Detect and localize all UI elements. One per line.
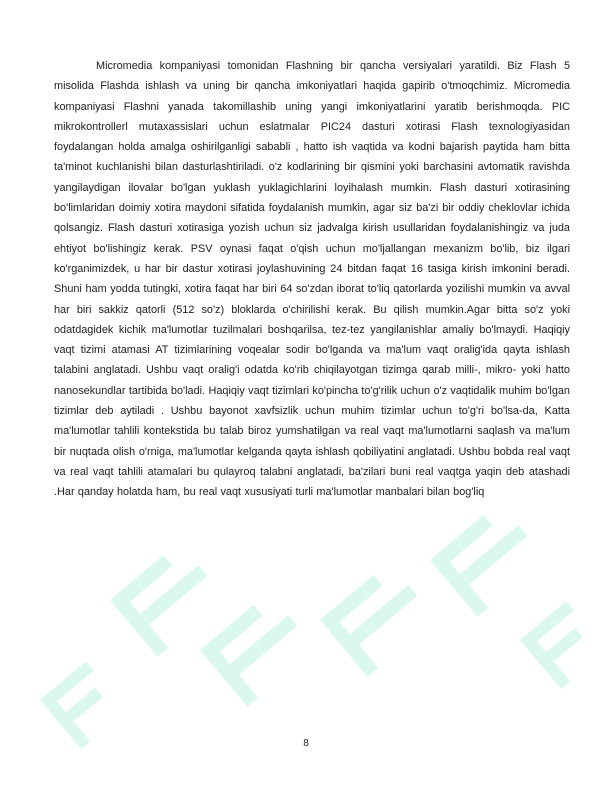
page-number: 8 [303, 738, 309, 749]
body-paragraph: Micromedia kompaniyasi tomonidan Flashning bir qancha versiyalari yaratildi. Biz Flash 5 misolida Flashda ishlash va uning bir qancha imkoniyatlari haqida gapirib o'tmoqchimiz. Micromedia kompaniyasi Flashni yanada takomillashib uning yangi imkoniyatlarini yaratib berishmoqda. PIC mikrokontrollerl mutaxassislari uchun eslatmalar PIC24 dasturi xotirasi Flash texnologiyasidan foydalangan holda amalga oshirilganligi sababli , hatto ish vaqtida va kodni bajarish paytida ham bitta ta'minot kuchlanishi bilan dasturlashtiriladi. o'z kodlarining bir qismini yoki barchasini avtomatik ravishda yangilaydigan ilovalar bo'lgan yuklash yuklagichlarini loyihalash mumkin. Flash dasturi xotirasining bo'limlaridan doimiy xotira maydoni sifatida foydalanish mumkin, agar siz ba'zi bir oddiy cheklovlar ichida qolsangiz. Flash dasturi xotirasiga yozish uchun siz jadvalga kirish usullaridan foydalanishingiz va juda ehtiyot bo'lishingiz kerak. PSV oynasi faqat o'qish uchun mo'ljallangan mexanizm bo'lib, biz ilgari ko'rganimizdek, u har bir dastur xotirasi joylashuvining 24 bitdan faqat 16 tasiga kirish imkonini beradi. Shuni ham yodda tutingki, xotira faqat har biri 64 so'zdan iborat to'liq qatorlarda yozilishi mumkin va avval har biri sakkiz qatorli (512 so'z) bloklarda o'chirilishi kerak. Bu qilish mumkin.Agar bitta so'z yoki odatdagidek kichik ma'lumotlar tuzilmalari boshqarilsa, tez-tez yangilanishlar amaliy bo'lmaydi. Haqiqiy vaqt tizimi atamasi AT tizimlarining voqealar sodir bo'lganda va ma'lum vaqt oralig'ida qayta ishlash talabini anglatadi. Ushbu vaqt oralig'i odatda ko'rib chiqilayotgan tizimga qarab milli-, mikro- yoki hatto nanosekundlar tartibida bo'ladi. Haqiqiy vaqt tizimlari ko'pincha to'g'rilik uchun o'z vaqtidalik muhim bo'lgan tizimlar deb aytiladi . Ushbu bayonot xavfsizlik uchun muhim tizimlar uchun to'g'ri bo'lsa-da, Katta ma'lumotlar tahlili kontekstida bu talab biroz yumshatilgan va real vaqt ma'lumotlarni saqlash va ma'lum bir nuqtada olish o'rniga, ma'lumotlar kelganda qayta ishlash qobiliyatini anglatadi. Ushbu bobda real vaqt va real vaqt tahlili atamalari bu qulayroq talabni anglatadi, ba'zilari buni real vaqtga yaqin deb atashadi .Har qanday holatda ham, bu real vaqt xususiyati turli ma'lumotlar manbalari bilan bog'liq [54, 60, 570, 499]
